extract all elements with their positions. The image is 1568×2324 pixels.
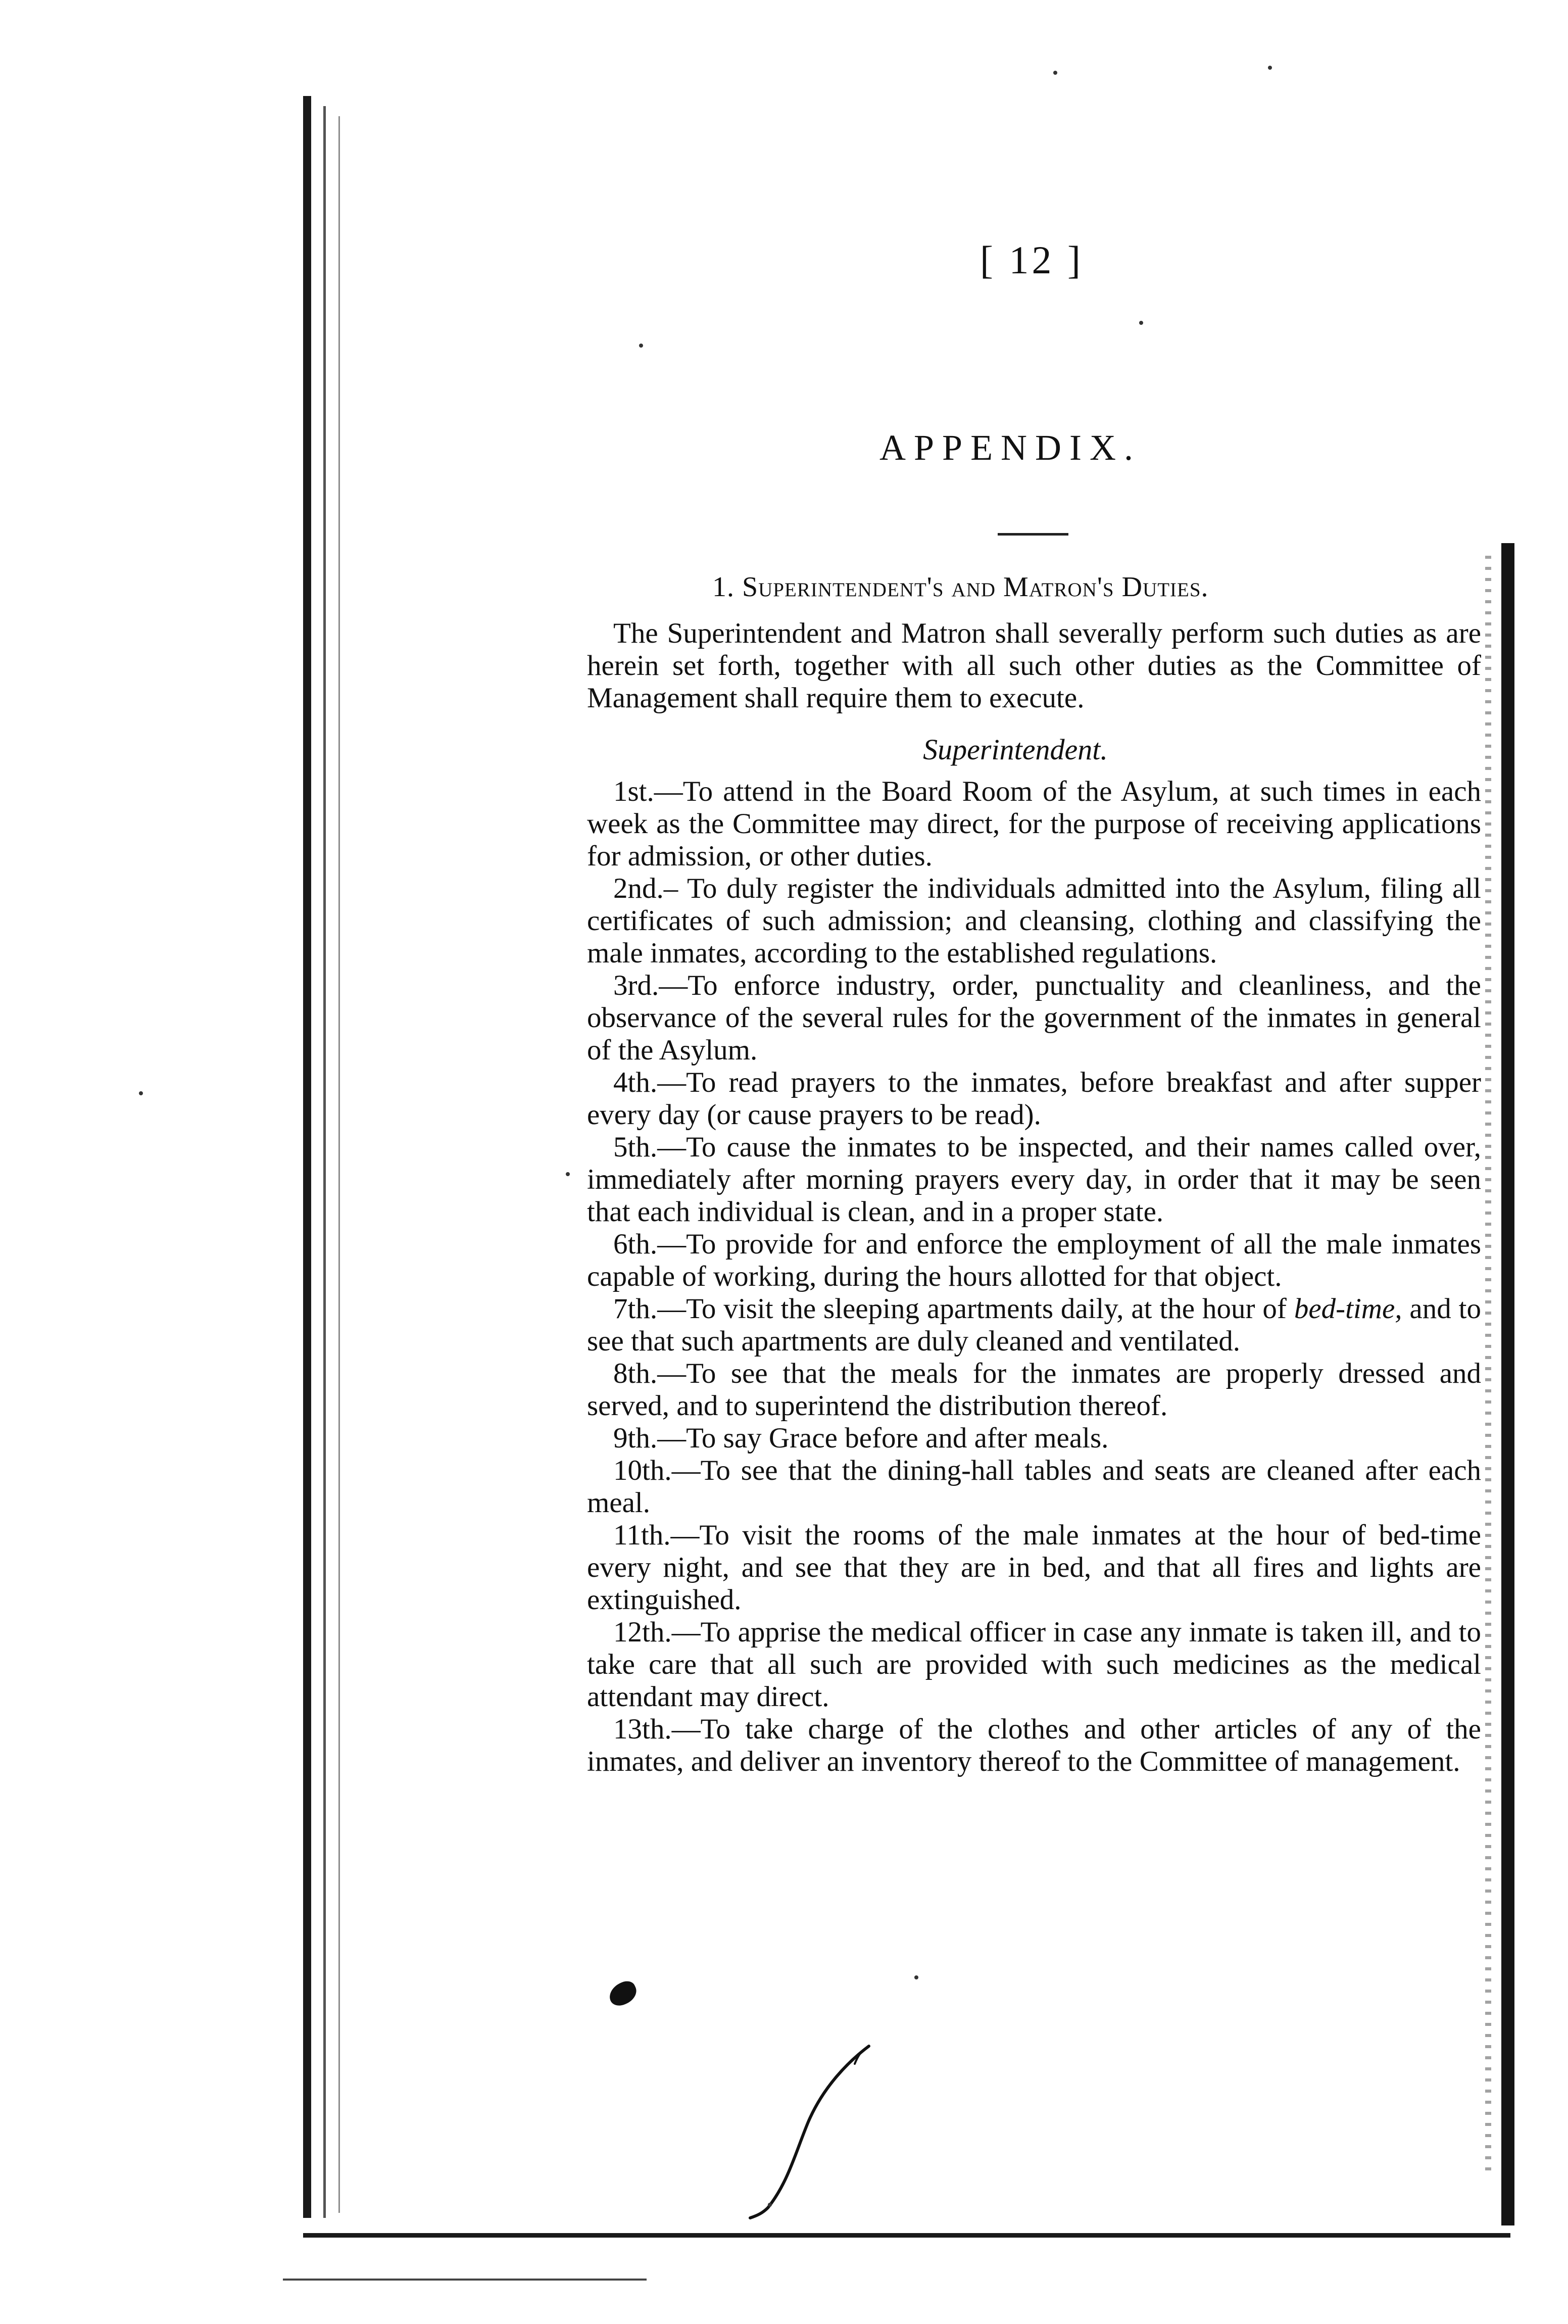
ink-blot	[606, 1978, 641, 2009]
binding-gutter	[303, 96, 311, 2218]
duty-text: —To attend in the Board Room of the Asylum, at such times in each week as the Committee may direct, for the purpose of receiving applications for admission, or other duties.	[587, 776, 1481, 872]
intro-text: The Superintendent and Matron shall severally perform such duties as are herein set forth, together with all such other duties as the Committee of Management shall require them to execute.	[587, 617, 1481, 714]
duty-number: 2nd.	[613, 873, 664, 904]
duty-text: – To duly register the individuals admitted into the Asylum, filing all certificates of such admission; and cleansing, clothing and classifying the male inmates, according to the established regulations.	[587, 873, 1481, 969]
page-number: [ 12 ]	[980, 238, 1084, 282]
duty-number: 9th.	[613, 1422, 658, 1454]
duty-text: —To enforce industry, order, punctuality and cleanliness, and the observance of the several rules for the government of the inmates in general of the Asylum.	[587, 970, 1481, 1066]
speck	[1053, 71, 1057, 75]
duty-number: 4th.	[613, 1067, 658, 1098]
title-divider	[998, 533, 1068, 536]
page-title: APPENDIX.	[879, 427, 1142, 468]
speck	[914, 1975, 918, 1979]
duty-number: 3rd.	[613, 970, 659, 1001]
duty-number: 12th.	[613, 1616, 672, 1648]
binding-gutter-faint	[338, 116, 340, 2213]
page-bottom-edge	[303, 2233, 1510, 2238]
duty-item	[587, 1713, 1481, 1778]
duty-number: 6th.	[613, 1228, 658, 1260]
duty-text: —To read prayers to the inmates, before breakfast and after supper every day (or cause prayers to be read).	[587, 1067, 1481, 1131]
duty-text: —To visit the rooms of the male inmates at the hour of bed-time every night, and see that they are in bed, and that all fires and lights are extinguished.	[587, 1519, 1481, 1616]
speck	[768, 2203, 772, 2207]
duty-text: —To see that the dining-hall tables and seats are cleaned after each meal.	[587, 1455, 1481, 1519]
duty-item	[587, 873, 1481, 970]
duty-item	[587, 1616, 1481, 1713]
intro-paragraph	[587, 617, 1481, 714]
speck	[566, 1172, 570, 1176]
duty-text: —To visit the sleeping apartments daily, at the hour of	[657, 1293, 1294, 1325]
duty-text: —To take charge of the clothes and other articles of any of the inmates, and deliver an inventory thereof to the Committee of management.	[587, 1713, 1481, 1777]
duty-item	[587, 1455, 1481, 1519]
duty-number: 5th.	[613, 1131, 658, 1163]
speck	[639, 344, 643, 348]
duty-item	[587, 970, 1481, 1067]
duties-list	[587, 776, 1481, 1778]
duty-number: 11th.	[613, 1519, 671, 1551]
duty-item	[587, 1519, 1481, 1616]
duty-item	[587, 1067, 1481, 1131]
duty-item	[587, 1228, 1481, 1293]
speck	[139, 1091, 143, 1095]
duty-text-italic: bed-time,	[1294, 1293, 1402, 1325]
duty-text: —To provide for and enforce the employment of all the male inmates capable of working, during the hours allotted for that object.	[587, 1228, 1481, 1292]
duty-text: —To apprise the medical officer in case any inmate is taken ill, and to take care that all such are provided with such medicines as the medical attendant may direct.	[587, 1616, 1481, 1713]
duty-text: —To say Grace before and after meals.	[657, 1422, 1109, 1454]
duty-text: and to see that such apartments are duly cleaned and ventilated.	[587, 1293, 1481, 1357]
page-right-edge	[1501, 543, 1514, 2225]
duty-text: —To see that the meals for the inmates are properly dressed and served, and to superintend the distribution thereof.	[587, 1358, 1481, 1422]
duty-number: 13th.	[613, 1713, 672, 1745]
duty-item	[587, 1131, 1481, 1228]
duty-text: —To cause the inmates to be inspected, and their names called over, immediately after morning prayers every day, in order that it may be seen that each individual is clean, and in a proper state.	[587, 1131, 1481, 1228]
duty-item	[587, 1422, 1481, 1455]
duty-item	[587, 1358, 1481, 1422]
binding-gutter-inner	[323, 106, 326, 2218]
duty-item	[587, 1293, 1481, 1358]
section-heading: 1. Superintendent's and Matron's Duties.	[712, 571, 1209, 603]
duty-number: 1st.	[613, 776, 654, 807]
speck	[1139, 321, 1143, 325]
duty-item	[587, 776, 1481, 873]
page-bottom-edge-faint	[283, 2279, 647, 2281]
speck	[1268, 66, 1272, 70]
subsection-heading: Superintendent.	[923, 733, 1108, 766]
pen-stroke-mark	[748, 2041, 879, 2223]
duty-number: 7th.	[613, 1293, 658, 1325]
duty-number: 10th.	[613, 1455, 672, 1486]
page-right-edge-shadow	[1485, 556, 1491, 2172]
duty-number: 8th.	[613, 1358, 658, 1389]
